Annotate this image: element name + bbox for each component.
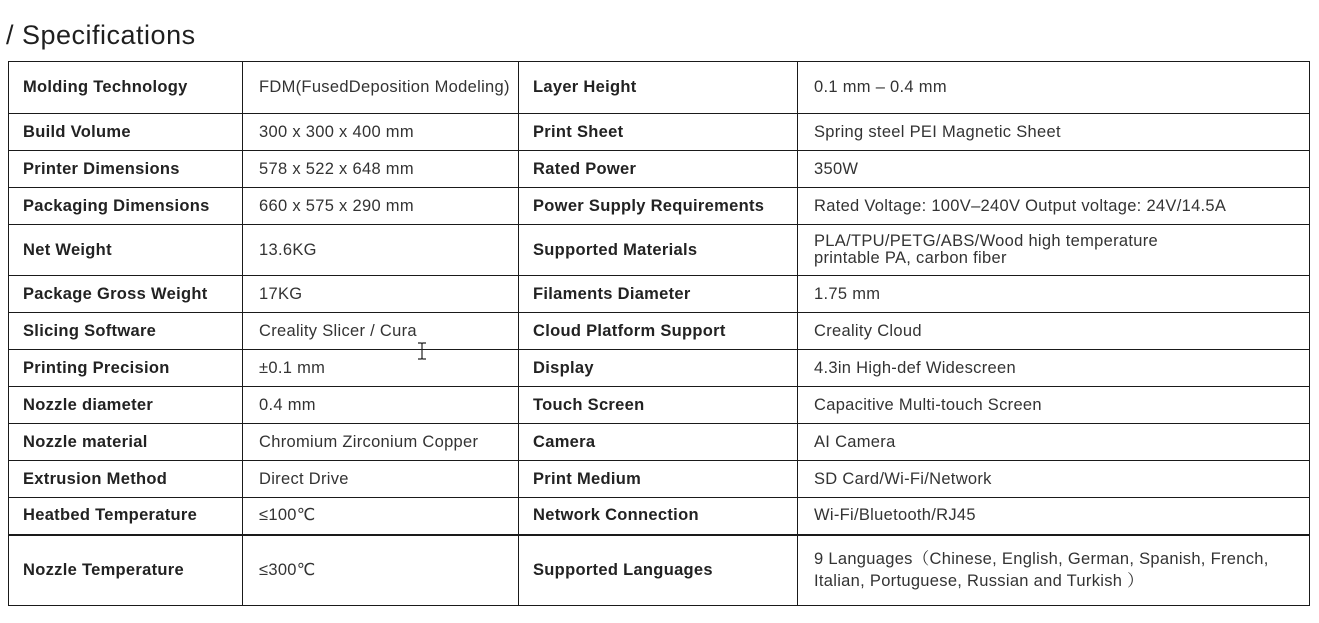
spec-value: ≤300℃ xyxy=(243,535,519,606)
spec-label: Slicing Software xyxy=(9,313,243,350)
spec-label: Print Sheet xyxy=(519,114,798,151)
spec-value: Capacitive Multi-touch Screen xyxy=(798,387,1310,424)
spec-label: Packaging Dimensions xyxy=(9,188,243,225)
spec-label: Rated Power xyxy=(519,151,798,188)
spec-value: 1.75 mm xyxy=(798,276,1310,313)
text-cursor-icon xyxy=(416,342,428,360)
spec-value: PLA/TPU/PETG/ABS/Wood high temperature printable PA, carbon fiber xyxy=(798,225,1310,276)
spec-value: Wi-Fi/Bluetooth/RJ45 xyxy=(798,498,1310,535)
table-row xyxy=(9,461,1310,498)
spec-value: 300 x 300 x 400 mm xyxy=(243,114,519,151)
spec-value: AI Camera xyxy=(798,424,1310,461)
table-row xyxy=(9,151,1310,188)
spec-value: 9 Languages（Chinese, English, German, Spanish, French, Italian, Portuguese, Russian and Turkish ） xyxy=(798,535,1310,606)
spec-label: Package Gross Weight xyxy=(9,276,243,313)
spec-label: Molding Technology xyxy=(9,62,243,114)
spec-label: Supported Materials xyxy=(519,225,798,276)
spec-value: Chromium Zirconium Copper xyxy=(243,424,519,461)
spec-value: Creality Cloud xyxy=(798,313,1310,350)
table-row xyxy=(9,225,1310,276)
table-row xyxy=(9,498,1310,535)
specifications-table xyxy=(8,61,1310,606)
spec-label: Printer Dimensions xyxy=(9,151,243,188)
spec-value: 0.4 mm xyxy=(243,387,519,424)
table-row xyxy=(9,62,1310,114)
spec-value: Rated Voltage: 100V–240V Output voltage: 24V/14.5A xyxy=(798,188,1310,225)
spec-label: Heatbed Temperature xyxy=(9,498,243,535)
spec-label: Build Volume xyxy=(9,114,243,151)
spec-value: SD Card/Wi-Fi/Network xyxy=(798,461,1310,498)
spec-value: 13.6KG xyxy=(243,225,519,276)
spec-label: Nozzle material xyxy=(9,424,243,461)
table-row xyxy=(9,114,1310,151)
spec-value: 578 x 522 x 648 mm xyxy=(243,151,519,188)
spec-label: Display xyxy=(519,350,798,387)
spec-label: Nozzle Temperature xyxy=(9,535,243,606)
spec-label: Camera xyxy=(519,424,798,461)
spec-label: Network Connection xyxy=(519,498,798,535)
spec-label: Filaments Diameter xyxy=(519,276,798,313)
table-row xyxy=(9,424,1310,461)
spec-value: 4.3in High-def Widescreen xyxy=(798,350,1310,387)
spec-value: 17KG xyxy=(243,276,519,313)
spec-label: Cloud Platform Support xyxy=(519,313,798,350)
table-row xyxy=(9,387,1310,424)
spec-label: Net Weight xyxy=(9,225,243,276)
spec-label: Touch Screen xyxy=(519,387,798,424)
spec-value: ≤100℃ xyxy=(243,498,519,535)
spec-label: Layer Height xyxy=(519,62,798,114)
spec-value: ±0.1 mm xyxy=(243,350,519,387)
spec-value: 0.1 mm – 0.4 mm xyxy=(798,62,1310,114)
spec-value: 660 x 575 x 290 mm xyxy=(243,188,519,225)
page-title: / Specifications xyxy=(6,20,196,50)
table-row xyxy=(9,313,1310,350)
table-row xyxy=(9,276,1310,313)
table-row xyxy=(9,188,1310,225)
spec-value: Creality Slicer / Cura xyxy=(243,313,519,350)
spec-label: Print Medium xyxy=(519,461,798,498)
spec-value: FDM(FusedDeposition Modeling) xyxy=(243,62,519,114)
table-row xyxy=(9,350,1310,387)
spec-label: Power Supply Requirements xyxy=(519,188,798,225)
spec-value: Direct Drive xyxy=(243,461,519,498)
spec-value: 350W xyxy=(798,151,1310,188)
spec-label: Nozzle diameter xyxy=(9,387,243,424)
table-row xyxy=(9,535,1310,606)
spec-label: Supported Languages xyxy=(519,535,798,606)
spec-value: Spring steel PEI Magnetic Sheet xyxy=(798,114,1310,151)
spec-label: Extrusion Method xyxy=(9,461,243,498)
spec-label: Printing Precision xyxy=(9,350,243,387)
